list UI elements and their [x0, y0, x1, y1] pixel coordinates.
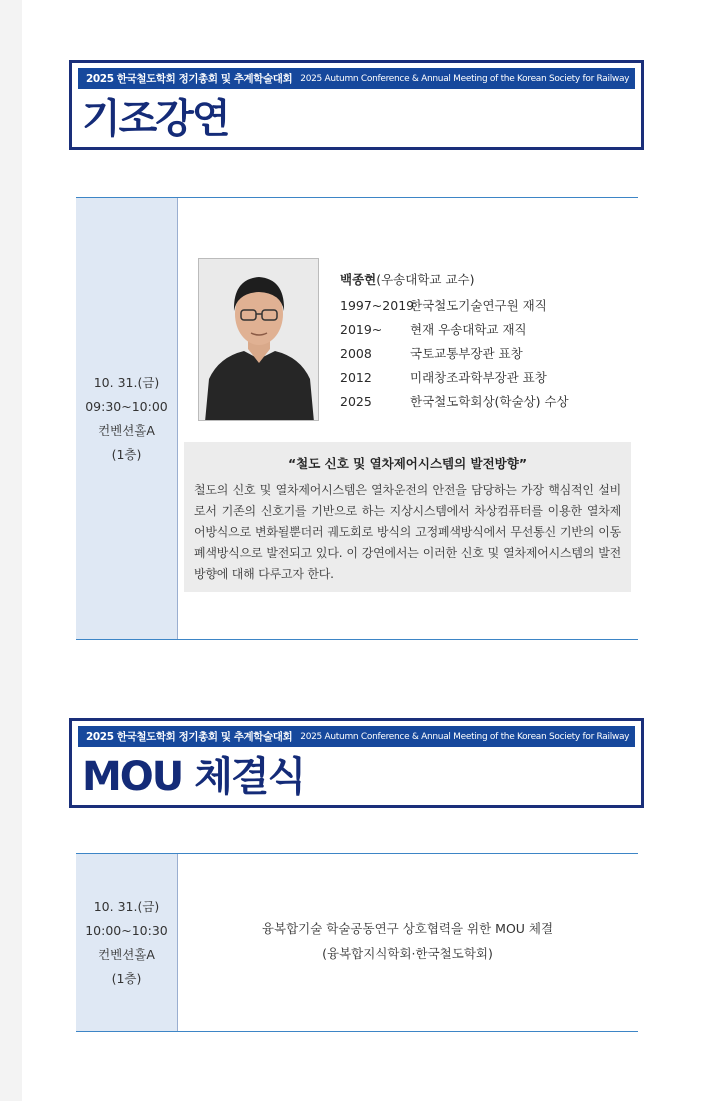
- mou-banner: [69, 718, 644, 808]
- career-desc: 한국철도기술연구원 재직: [410, 298, 547, 313]
- career-year: 2025: [340, 394, 372, 409]
- career-year: 1997~2019: [340, 298, 415, 313]
- speaker-affiliation: (우송대학교 교수): [376, 272, 475, 287]
- schedule-room: 컨벤션홀A: [98, 422, 155, 438]
- career-year: 2008: [340, 346, 372, 361]
- mou-description: [177, 916, 638, 966]
- conference-bar: [78, 726, 635, 747]
- keynote-abstract: [184, 442, 631, 592]
- career-year: 2012: [340, 370, 372, 385]
- keynote-schedule: [76, 198, 178, 639]
- schedule-date: 10. 31.(금): [93, 374, 160, 390]
- mou-line-2: (융복합지식학회·한국철도학회): [322, 946, 493, 961]
- page-margin-strip: [0, 0, 22, 1101]
- conference-title-en: 2025 Autumn Conference & Annual Meeting of the Korean Society for Railway: [300, 731, 630, 742]
- conference-title-kr: 2025 한국철도학회 정기총회 및 추계학술대회: [86, 73, 293, 85]
- mou-line-1: 융복합기술 학술공동연구 상호협력을 위한 MOU 체결: [261, 921, 554, 936]
- mou-schedule: [76, 854, 178, 1031]
- career-desc: 현재 우송대학교 재직: [410, 322, 527, 337]
- abstract-body: 철도의 신호 및 열차제어시스템은 열차운전의 안전을 담당하는 가장 핵심적인 설비로서 기존의 신호기를 기반으로 하는 지상시스템에서 차상컴퓨터를 이용한 열차제어방식으로 변화될뿐더러 궤도회로 방식의 고정폐색방식에서 무선통신 기반의 이동폐색방식으로 발전되고 있다. 이 강연에서는 이러한 신호 및 열차제어시스템의 발전방향에 대해 다루고자 한다.: [194, 483, 621, 581]
- speaker-name-row: [340, 270, 569, 294]
- schedule-room: 컨벤션홀A: [98, 946, 155, 962]
- career-item: [340, 294, 569, 318]
- schedule-date: 10. 31.(금): [93, 898, 160, 914]
- conference-title-kr: 2025 한국철도학회 정기총회 및 추계학술대회: [86, 731, 293, 743]
- career-desc: 한국철도학회상(학술상) 수상: [410, 394, 569, 409]
- career-year: 2019~: [340, 322, 383, 337]
- abstract-title: “철도 신호 및 열차제어시스템의 발전방향”: [287, 456, 528, 471]
- career-desc: 미래창조과학부장관 표창: [410, 370, 547, 385]
- speaker-name: 백종현: [340, 272, 377, 287]
- mou-section: [76, 853, 638, 1032]
- career-item: [340, 342, 569, 366]
- speaker-bio: [340, 270, 569, 414]
- career-desc: 국토교통부장관 표창: [410, 346, 523, 361]
- section-title-keynote: 기조강연: [82, 96, 229, 142]
- keynote-section: [76, 197, 638, 640]
- speaker-photo: [198, 258, 319, 421]
- career-item: [340, 318, 569, 342]
- career-item: [340, 366, 569, 390]
- schedule-time: 09:30~10:00: [85, 398, 168, 414]
- conference-title-en: 2025 Autumn Conference & Annual Meeting of the Korean Society for Railway: [300, 73, 630, 84]
- speaker-portrait-icon: [199, 259, 319, 421]
- schedule-floor: (1층): [111, 446, 142, 462]
- schedule-time: 10:00~10:30: [85, 922, 168, 938]
- schedule-floor: (1층): [111, 970, 142, 986]
- keynote-banner: [69, 60, 644, 150]
- section-title-mou: MOU 체결식: [82, 754, 305, 800]
- conference-bar: [78, 68, 635, 89]
- career-item: [340, 390, 569, 414]
